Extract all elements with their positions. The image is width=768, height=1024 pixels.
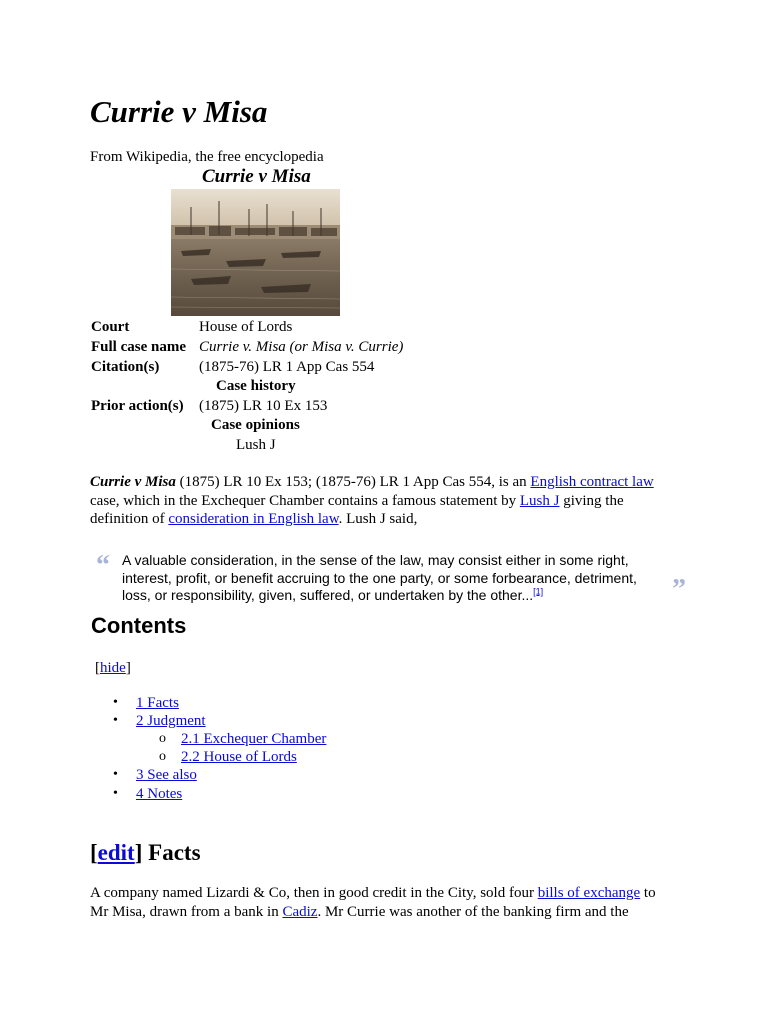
bullet-icon: • [113,713,118,728]
toc-item-facts[interactable]: 1 Facts [136,695,179,711]
case-history-heading: Case history [216,378,296,394]
link-bills-of-exchange[interactable]: bills of exchange [537,885,641,901]
case-opinions-heading: Case opinions [211,417,300,433]
bullet-icon: • [113,767,118,782]
intro-text: (1875) LR 10 Ex 153; (1875-76) LR 1 App Cas 554, is an [175,474,531,490]
facts-text: to Mr Misa, drawn from a bank in [90,885,656,920]
section-heading-facts [90,838,201,868]
quote-text: A valuable consideration, in the sense of the law, may consist either in some right, interest, profit, or benefit accruing to the one party, or some forbearance, detriment, loss, or responsibility, given, suffered, or undertaken by the other... [122,552,637,603]
facts-text: . Mr Currie was another of the banking firm and the [317,903,629,920]
bracket: ] [134,840,143,865]
open-quote-icon: “ [96,550,110,581]
contents-hide-toggle [95,659,131,677]
hide-contents-link[interactable]: hide [100,660,126,676]
toc-item-exchequer-chamber[interactable]: 2.1 Exchequer Chamber [181,731,327,747]
circle-bullet-icon: o [159,749,166,764]
facts-paragraph [90,884,670,921]
toc-item-notes[interactable]: 4 Notes [136,786,183,802]
toc-item-house-of-lords[interactable]: 2.2 House of Lords [181,749,297,765]
bracket: [ [90,840,98,865]
bracket: [ [95,660,100,676]
intro-text: case, which in the Exchequer Chamber contains a famous statement by [90,492,520,509]
circle-bullet-icon: o [159,731,166,746]
case-opinions-value: Lush J [236,437,276,453]
quotation [122,552,662,605]
infobox-title: Currie v Misa [202,166,311,187]
infobox-image[interactable] [171,189,340,316]
reference-link-1[interactable]: [1] [533,586,544,597]
link-consideration-in-english-law[interactable]: consideration in English law [168,511,339,527]
infobox-label: Prior action(s) [91,398,184,414]
intro-paragraph [90,473,670,529]
section-title: Facts [148,840,201,865]
link-cadiz[interactable]: Cadiz [282,903,318,920]
river-photo-image [171,189,340,316]
edit-section-link[interactable]: edit [97,840,135,865]
facts-text: A company named Lizardi & Co, then in good credit in the City, sold four [90,885,538,901]
infobox-label: Court [91,319,130,335]
infobox-value: (1875) LR 10 Ex 153 [199,398,328,414]
tagline: From Wikipedia, the free encyclopedia [90,149,324,165]
intro-text: giving the definition of [90,492,624,527]
bracket: ] [125,660,131,676]
bullet-icon: • [113,695,118,710]
page-title: Currie v Misa [90,94,268,129]
intro-text: . Lush J said, [338,511,418,527]
close-quote-icon: ” [672,574,686,605]
link-lush-j[interactable]: Lush J [519,492,560,509]
toc-item-see-also[interactable]: 3 See also [136,767,197,783]
infobox-value: House of Lords [199,319,293,335]
toc-item-judgment[interactable]: 2 Judgment [136,713,206,729]
infobox-label: Full case name [91,339,186,355]
infobox-label: Citation(s) [91,359,160,375]
infobox-value: Currie v. Misa (or Misa v. Currie) [199,339,404,355]
contents-title: Contents [91,613,187,638]
bullet-icon: • [113,786,118,801]
case-name: Currie v Misa [90,474,176,490]
infobox-value: (1875-76) LR 1 App Cas 554 [199,359,375,375]
link-english-contract-law[interactable]: English contract law [530,474,654,490]
